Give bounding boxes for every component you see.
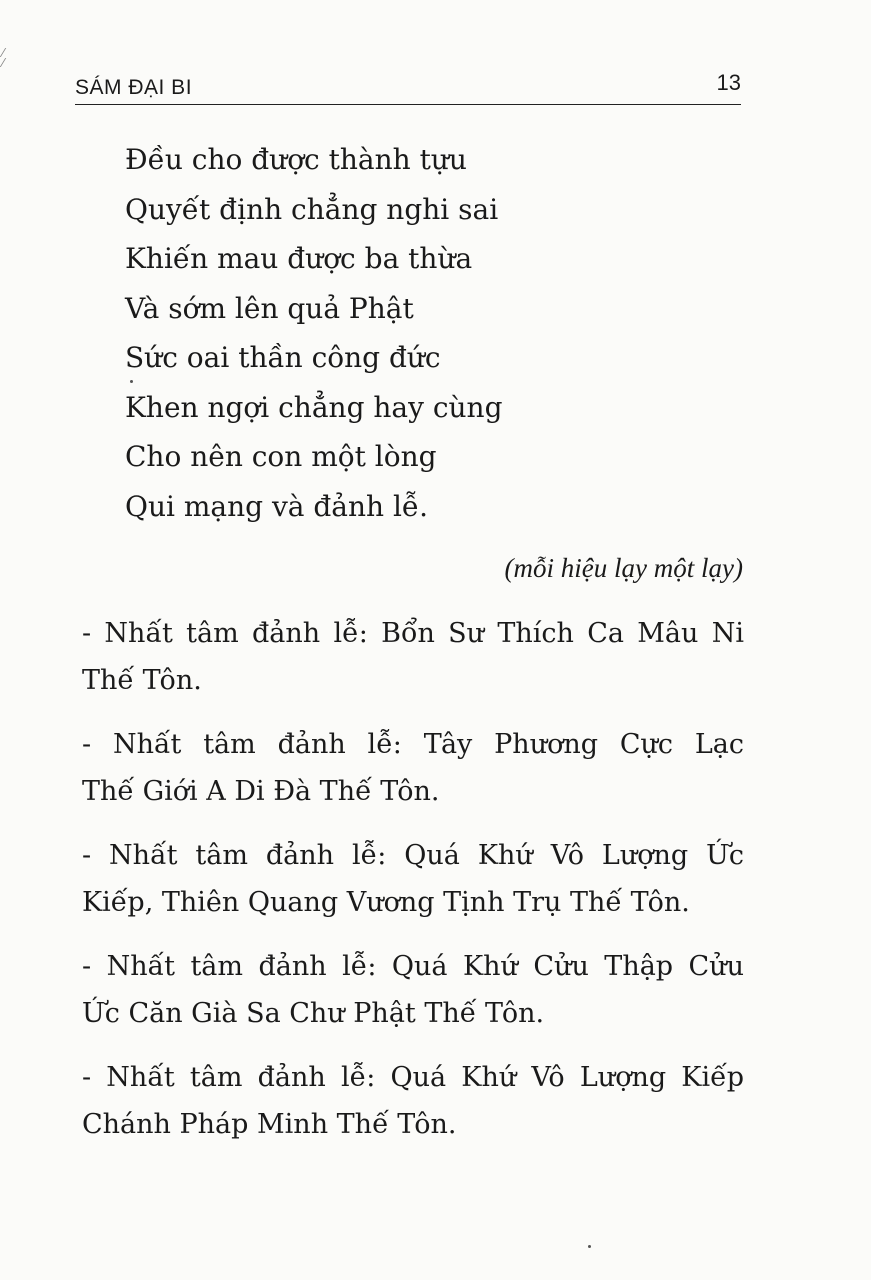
homage-entry [82, 945, 744, 1039]
homage-entry-line: - Nhất tâm đảnh lễ: Quá Khứ Vô Lượng Kiếp [82, 1062, 744, 1093]
verse-line: Đều cho được thành tựu [125, 143, 467, 176]
bowing-instruction-note: (mỗi hiệu lạy một lạy) [504, 553, 743, 583]
running-header [75, 70, 741, 105]
homage-entry-line: Ức Căn Già Sa Chư Phật Thế Tôn. [82, 998, 545, 1029]
page-edge-mark: ⁄ ⁄ [2, 46, 5, 70]
verse-line: Khiến mau được ba thừa [125, 242, 473, 275]
verse-line: Quyết định chẳng nghi sai [125, 192, 499, 226]
homage-entry-line: - Nhất tâm đảnh lễ: Quá Khứ Vô Lượng Ức [82, 840, 744, 871]
verse-line: Và sớm lên quả Phật [125, 291, 414, 325]
verse-line: Sức oai thần công đức [125, 341, 441, 374]
homage-entry [82, 612, 744, 706]
verse-line: Cho nên con một lòng [125, 440, 437, 473]
homage-entry-line: - Nhất tâm đảnh lễ: Tây Phương Cực Lạc [82, 729, 744, 760]
homage-entry-line: Thế Giới A Di Đà Thế Tôn. [82, 776, 440, 807]
homage-entry-line: - Nhất tâm đảnh lễ: Bổn Sư Thích Ca Mâu Ni [82, 618, 744, 649]
homage-entry-line: - Nhất tâm đảnh lễ: Quá Khứ Cửu Thập Cửu [82, 951, 744, 982]
verse-line: Qui mạng và đảnh lễ. [125, 489, 429, 523]
verse-block [125, 140, 503, 536]
verse-line: Khen ngợi chẳng hay cùng [125, 390, 503, 424]
print-speck [130, 380, 133, 383]
homage-entry-line: Chánh Pháp Minh Thế Tôn. [82, 1109, 457, 1140]
chapter-title: SÁM ĐẠI BI [75, 76, 193, 99]
homage-list [82, 612, 744, 1167]
homage-entry-line: Kiếp, Thiên Quang Vương Tịnh Trụ Thế Tôn. [82, 887, 690, 918]
homage-entry-line: Thế Tôn. [82, 665, 202, 696]
homage-entry [82, 1056, 744, 1150]
page-number: 13 [716, 70, 741, 95]
homage-entry [82, 723, 744, 817]
homage-entry [82, 834, 744, 928]
print-speck [588, 1245, 591, 1248]
